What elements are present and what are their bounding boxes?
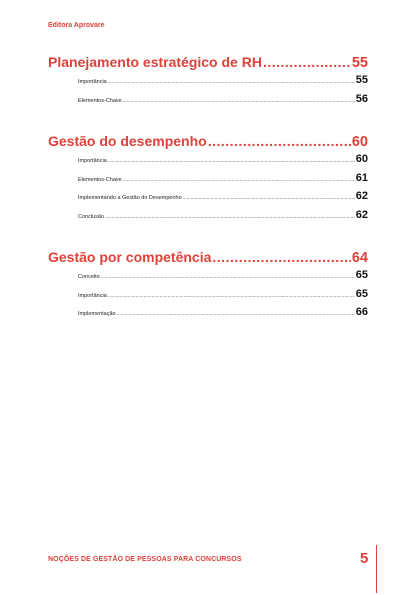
footer-divider: [376, 545, 377, 593]
entry-page-number: 62: [355, 208, 368, 221]
dot-leader: [117, 311, 355, 317]
dot-leader: [123, 98, 355, 104]
section-page-number: 64: [351, 250, 368, 266]
entry-label: Elementos-Chave: [78, 176, 122, 183]
section-heading[interactable]: [48, 133, 368, 153]
toc-section-planejamento: [48, 54, 368, 111]
toc-entry[interactable]: [78, 306, 368, 325]
section-heading[interactable]: [48, 249, 368, 269]
section-page-number: 60: [351, 134, 368, 150]
toc-entry[interactable]: [78, 172, 368, 191]
dot-leader: [101, 274, 355, 280]
section-title: Gestão por competência: [48, 249, 212, 265]
dot-leader: [108, 158, 355, 164]
entry-label: Conceito: [78, 274, 100, 280]
footer-page-number: 5: [360, 550, 369, 567]
entry-label: Conclusão: [78, 213, 104, 220]
section-page-number: 55: [351, 55, 368, 71]
entry-label: Implementação: [78, 311, 116, 317]
dot-leader: [263, 54, 351, 70]
toc-entry[interactable]: [78, 269, 368, 288]
toc-entry[interactable]: [78, 288, 368, 307]
toc-section-competencia: [48, 249, 368, 325]
dot-leader: [105, 214, 355, 220]
section-title: Planejamento estratégico de RH: [48, 54, 262, 70]
entry-page-number: 66: [355, 306, 368, 318]
publisher-name: Editora Aprovare: [48, 22, 105, 29]
entry-label: Importância: [78, 292, 107, 299]
entry-page-number: 61: [355, 171, 368, 184]
dot-leader: [123, 177, 355, 183]
entry-label: Implementando a Gestão do Desempenho: [78, 195, 182, 201]
entry-page-number: 55: [355, 74, 368, 86]
entry-page-number: 62: [355, 190, 368, 202]
dot-leader: [108, 293, 355, 299]
dot-leader: [108, 79, 355, 85]
toc-entry[interactable]: [78, 209, 368, 228]
footer-book-title: NOÇÕES DE GESTÃO DE PESSOAS PARA CONCURSOS: [48, 556, 242, 563]
entry-page-number: 60: [355, 153, 368, 165]
entry-label: Importância: [78, 79, 107, 85]
section-title: Gestão do desempenho: [48, 133, 207, 149]
dot-leader: [208, 133, 351, 149]
entry-page-number: 56: [355, 92, 368, 105]
toc-entry[interactable]: [78, 153, 368, 172]
section-heading[interactable]: [48, 54, 368, 74]
entry-page-number: 65: [355, 269, 368, 281]
toc-entry[interactable]: [78, 74, 368, 93]
entry-page-number: 65: [355, 287, 368, 300]
dot-leader: [183, 195, 355, 201]
toc-entry[interactable]: [78, 190, 368, 209]
dot-leader: [212, 249, 350, 265]
entry-label: Elementos-Chave: [78, 97, 122, 104]
toc-section-desempenho: [48, 133, 368, 227]
toc-entry[interactable]: [78, 93, 368, 112]
entry-label: Importância: [78, 158, 107, 164]
